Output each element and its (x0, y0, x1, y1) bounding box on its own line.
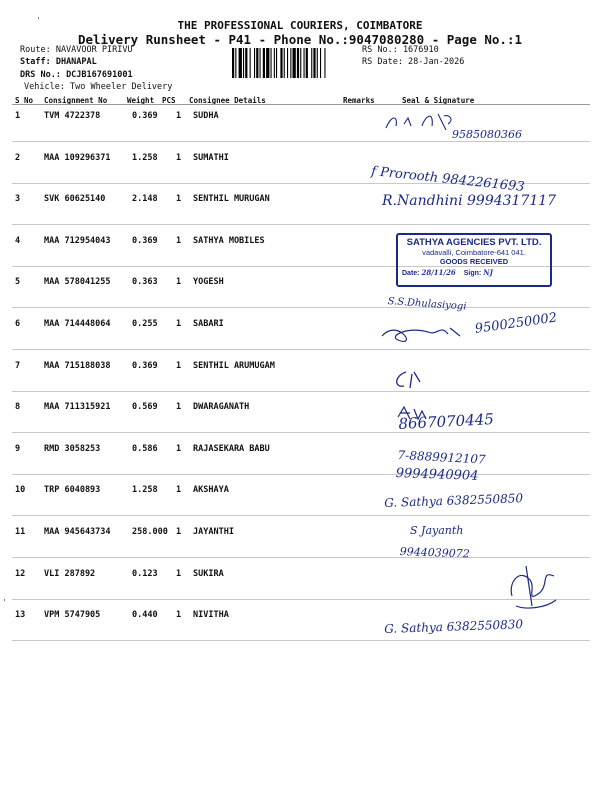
signature-scribble (378, 318, 468, 348)
staff-value: DHANAPAL (55, 57, 97, 67)
barcode-bar (235, 48, 236, 78)
row-divider (12, 224, 590, 225)
row-sno: 5 (15, 277, 21, 288)
stamp-company: SATHYA AGENCIES PVT. LTD. (406, 237, 542, 248)
barcode-bar (232, 48, 234, 78)
drs-line (20, 70, 133, 80)
header-divider (12, 104, 590, 105)
row-weight: 0.586 (132, 443, 158, 454)
row-sno: 8 (15, 402, 21, 413)
rs-date: RS Date: 28-Jan-2026 (362, 57, 465, 67)
staff-label: Staff: (20, 57, 56, 67)
row-divider (12, 432, 590, 433)
row-consignee: JAYANTHI (193, 527, 234, 537)
row-sno: 10 (15, 485, 26, 496)
row-sno: 13 (15, 610, 26, 621)
row-consignee: SATHYA MOBILES (193, 235, 265, 246)
row-sno: 11 (15, 527, 26, 537)
stamp-sign-value: NJ (483, 268, 493, 277)
company-name: THE PROFESSIONAL COURIERS, COIMBATORE (177, 19, 423, 32)
signature-row-8-phone: 8667070445 (398, 410, 495, 433)
col-sno: S No (15, 96, 34, 105)
row-pcs: 1 (176, 527, 182, 537)
col-pcs: PCS (162, 96, 176, 105)
barcode-bar (311, 48, 312, 78)
row-consignment-no: TRP 6040893 (44, 485, 101, 496)
row-divider (12, 515, 590, 516)
row-consignment-no: VLI 287892 (44, 568, 96, 579)
barcode-bar (284, 48, 285, 78)
signature-row-3-name: R.Nandhini 9994317117 (382, 193, 557, 209)
barcode-bar (293, 48, 296, 78)
row-pcs: 1 (176, 443, 182, 454)
row-consignment-no: MAA 715188038 (44, 360, 111, 371)
row-consignment-no: MAA 945643734 (44, 527, 111, 537)
row-weight: 0.440 (132, 610, 158, 621)
signature-row-6-scribble (378, 318, 468, 352)
row-weight: 0.363 (132, 277, 158, 288)
margin-tick: ' (36, 16, 41, 25)
signature-row-11-phone: 9944039072 (399, 545, 470, 561)
signature-scribble (390, 366, 430, 392)
row-consignee: SUMATHI (193, 152, 229, 163)
barcode-bar (271, 48, 272, 78)
barcode-bar (263, 48, 265, 78)
row-weight: 0.569 (132, 402, 158, 413)
barcode-bar (313, 48, 315, 78)
row-consignment-no: MAA 712954043 (44, 235, 111, 246)
row-consignment-no: MAA 714448064 (44, 319, 111, 329)
col-consignment: Consignment No (44, 96, 108, 105)
row-pcs: 1 (176, 568, 182, 579)
route-label: Route: NAVAVOOR PIRIVU (20, 45, 133, 55)
row-sno: 2 (15, 152, 21, 163)
row-weight: 1.258 (132, 152, 158, 163)
row-divider (12, 349, 590, 350)
row-pcs: 1 (176, 319, 182, 329)
row-weight: 0.369 (132, 111, 158, 121)
barcode-bar (266, 48, 269, 78)
row-pcs: 1 (176, 485, 182, 496)
row-divider (12, 474, 590, 475)
barcode-bar (306, 48, 308, 78)
barcode-bar (243, 48, 244, 78)
row-consignee: SABARI (193, 319, 224, 329)
signature-row-9-line2: 9994940904 (395, 466, 479, 484)
goods-received-stamp (396, 233, 552, 287)
row-consignee: YOGESH (193, 277, 224, 288)
row-pcs: 1 (176, 111, 182, 121)
barcode-bar (320, 48, 321, 78)
signature-phone: 9585080366 (452, 128, 522, 141)
stamp-address: vadavalli, Coimbatore-641 041. (422, 248, 526, 257)
barcode-bar (239, 48, 242, 78)
stamp-goods-received: GOODS RECEIVED (439, 257, 509, 266)
barcode-bar (287, 48, 288, 78)
barcode-bar (304, 48, 305, 78)
stamp-date-sign (398, 268, 550, 277)
row-divider (12, 391, 590, 392)
margin-tick: ' (2, 598, 7, 607)
row-pcs: 1 (176, 610, 182, 621)
row-consignee: NIVITHA (193, 610, 229, 621)
col-seal-signature: Seal & Signature (402, 96, 475, 105)
stamp-sign-label: Sign: (463, 270, 482, 277)
row-pcs: 1 (176, 194, 182, 205)
row-consignment-no: MAA 711315921 (44, 402, 111, 413)
signature-row-9-line1: 7-8889912107 (397, 448, 486, 467)
row-weight: 0.369 (132, 235, 158, 246)
row-sno: 12 (15, 568, 26, 579)
row-sno: 3 (15, 194, 21, 205)
col-consignee: Consignee Details (189, 96, 266, 105)
row-consignment-no: TVM 4722378 (44, 111, 101, 121)
barcode-bar (276, 48, 277, 78)
signature-row-10: G. Sathya 6382550850 (384, 491, 524, 510)
row-sno: 6 (15, 319, 21, 329)
runsheet-title: Delivery Runsheet - P41 - Phone No.:9047080280 - Page No.:1 (77, 32, 522, 47)
stamp-date-label: Date: (402, 270, 420, 277)
vehicle-label: Vehicle: Two Wheeler Delivery (24, 82, 173, 92)
signature-row-11-name: S Jayanth (410, 524, 464, 537)
row-consignment-no: MAA 109296371 (44, 152, 111, 163)
row-weight: 1.258 (132, 485, 158, 496)
barcode-bar (317, 48, 318, 78)
row-consignment-no: MAA 578041255 (44, 277, 111, 288)
signature-row-7 (390, 366, 430, 396)
signature-row-2: f Prorooth 9842261693 (370, 164, 526, 196)
barcode (232, 48, 356, 78)
barcode-bar (260, 48, 261, 78)
row-pcs: 1 (176, 360, 182, 371)
row-weight: 0.369 (132, 360, 158, 371)
row-consignee: SUKIRA (193, 568, 224, 579)
row-divider (12, 640, 590, 641)
row-consignment-no: SVK 60625140 (44, 194, 106, 205)
row-consignee: DWARAGANATH (193, 402, 250, 413)
row-divider (12, 599, 590, 600)
col-remarks: Remarks (343, 96, 375, 105)
col-weight: Weight (127, 96, 155, 105)
barcode-bar (254, 48, 255, 78)
barcode-bar (297, 48, 299, 78)
row-divider (12, 141, 590, 142)
signature-scribble (506, 562, 562, 612)
row-pcs: 1 (176, 152, 182, 163)
row-pcs: 1 (176, 277, 182, 288)
barcode-bar (256, 48, 258, 78)
row-pcs: 1 (176, 402, 182, 413)
row-sno: 9 (15, 443, 21, 454)
row-consignee: SUDHA (193, 111, 219, 121)
staff-line (20, 57, 97, 67)
row-sno: 7 (15, 360, 21, 371)
row-weight: 2.148 (132, 194, 158, 205)
barcode-bar (245, 48, 247, 78)
rs-number: RS No.: 1676910 (362, 45, 439, 55)
barcode-bar (280, 48, 282, 78)
signature-row-6-name: S.S.Dhulasiyogi (387, 296, 467, 313)
row-consignee: SENTHIL MURUGAN (193, 194, 270, 205)
row-weight: 0.123 (132, 568, 158, 579)
row-consignee: AKSHAYA (193, 485, 229, 496)
row-pcs: 1 (176, 235, 182, 246)
row-consignee: RAJASEKARA BABU (193, 443, 270, 454)
row-consignment-no: RMD 3058253 (44, 443, 101, 454)
barcode-bar (290, 48, 291, 78)
stamp-date-value: 28/11/26 (421, 268, 456, 277)
row-divider (12, 307, 590, 308)
signature-row-1 (382, 108, 522, 141)
barcode-bar (274, 48, 275, 78)
barcode-bar (324, 48, 325, 78)
row-consignee: SENTHIL ARUMUGAM (193, 360, 275, 371)
barcode-bar (250, 48, 251, 78)
signature-row-12 (506, 562, 562, 616)
row-weight: 258.000 (132, 527, 168, 537)
drs-label: DRS No.: (20, 70, 67, 80)
signature-row-13: G. Sathya 6382550830 (384, 617, 524, 636)
row-sno: 4 (15, 235, 21, 246)
signature-row-6-phone: 9500250002 (474, 310, 559, 337)
row-sno: 1 (15, 111, 21, 121)
drs-value: DCJB167691001 (66, 70, 133, 80)
row-divider (12, 557, 590, 558)
row-consignment-no: VPM 5747905 (44, 610, 101, 621)
barcode-bar (300, 48, 301, 78)
row-weight: 0.255 (132, 319, 158, 329)
